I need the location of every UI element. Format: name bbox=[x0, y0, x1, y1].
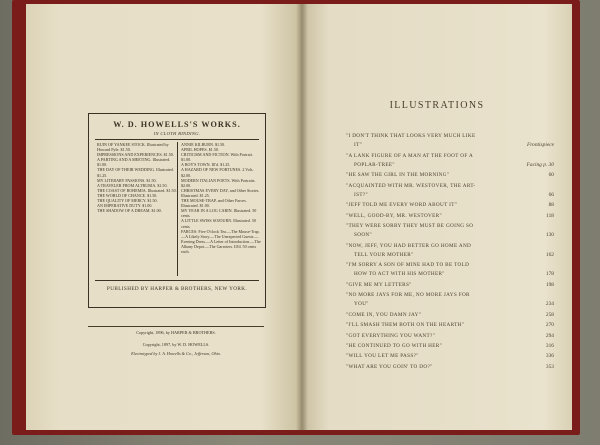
illustration-caption-continued: YOU" bbox=[354, 301, 369, 308]
imprint-rule bbox=[88, 326, 264, 327]
illustration-caption: "COME IN, YOU DAMN JAY" bbox=[346, 311, 422, 318]
illustration-caption: "I DON'T THINK THAT LOOKS VERY MUCH LIKE bbox=[346, 133, 476, 139]
illustration-caption: "GIVE ME MY LETTERS" bbox=[346, 281, 412, 288]
illustration-page-number: 234 bbox=[545, 301, 554, 308]
illustration-page-number: 66 bbox=[548, 191, 554, 198]
illustration-caption: "JEFF TOLD ME EVERY WORD ABOUT IT" bbox=[346, 202, 458, 209]
illustration-caption: "ACQUAINTED WITH MR. WESTOVER, THE ART- bbox=[346, 182, 476, 189]
illustration-caption-continued: HOW TO ACT WITH HIS MOTHER" bbox=[354, 271, 445, 278]
illustration-caption: "NO MORE JAYS FOR ME, NO MORE JAYS FOR bbox=[346, 292, 470, 299]
illustration-page-number: 316 bbox=[545, 343, 554, 349]
illustrations-heading: ILLUSTRATIONS bbox=[389, 100, 485, 111]
ad-bottom-rule bbox=[95, 280, 259, 281]
illustration-caption: "GOT EVERYTHING YOU WANT?" bbox=[346, 332, 436, 339]
ad-column-two: ANNIE KILBURN. $1.50. APRIL HOPES. $1.50. CRITICISM AND FICTION. With Portrait. $1.00. A BOY'S TOWN. Ill'd. $1.25. A HAZARD OF NEW FORTUNES. 2 Vols. $2.00. MODERN ITALIAN POETS. With Portraits. $2.00. CHRISTMAS EVERY DAY, and Other Stories. Illustrated. $1.25. THE MOUSE-TRAP, and Other Farces. Illustrated. $1.00. MY YEAR IN A LOG CABIN. Illustrated. 50 cents. A LITTLE SWISS SOJOURN. Illustrated. 50 cents. FARCES: Five O'clock Tea.—The Mouse-Trap.—A Likely Story.—The Unexpected Guests.—Evening Dress.—A Letter of Introduction.—The Albany Depot.—The Garroters. Ill'd. 50 cents each. bbox=[181, 142, 261, 254]
illustration-caption: "HE SAW THE GIRL IN THE MORNING" bbox=[346, 172, 450, 179]
illustration-caption: "WILL YOU LET ME PASS?" bbox=[346, 353, 419, 360]
illustration-page-number: 88 bbox=[548, 202, 554, 209]
ad-subtitle: IN CLOTH BINDING. bbox=[153, 131, 201, 136]
illustration-page-number: 162 bbox=[545, 251, 554, 258]
illustration-page-number: 60 bbox=[548, 172, 554, 179]
illustration-page-number: Frontispiece bbox=[526, 142, 554, 149]
illustration-caption-continued: IST?" bbox=[354, 191, 368, 198]
illustration-caption: "WELL, GOOD-BY, MR. WESTOVER" bbox=[346, 212, 442, 219]
illustration-page-number: 270 bbox=[545, 322, 554, 329]
illustration-page-number: 294 bbox=[545, 332, 554, 339]
illustration-page-number: 178 bbox=[545, 271, 554, 278]
copyright-line-1: Copyright, 1896, by HARPER & BROTHERS. bbox=[136, 330, 216, 335]
ad-publisher: PUBLISHED BY HARPER & BROTHERS, NEW YORK. bbox=[106, 286, 248, 292]
ad-top-rule bbox=[95, 139, 259, 140]
illustration-caption: "A LANK FIGURE OF A MAN AT THE FOOT OF A bbox=[346, 152, 474, 159]
illustration-caption: "THEY WERE SORRY THEY MUST BE GOING SO bbox=[346, 223, 474, 229]
illustration-page-number: 130 bbox=[545, 232, 554, 239]
illustration-caption: "HE CONTINUED TO GO WITH HER" bbox=[346, 343, 443, 349]
illustration-caption-continued: SOON" bbox=[354, 232, 372, 239]
illustration-page-number: 118 bbox=[546, 212, 554, 219]
ad-column-one: RUIN OF YANKEE STOCK. Illustrated by Howard Pyle. $1.50. IMPRESSIONS AND EXPERIENCES. $1.50. A PARTING AND A MEETING. Illustrated. $1.00. THE DAY OF THEIR WEDDING. Illustrated. $1.25. MY LITERARY PASSIONS. $1.50. A TRAVELER FROM ALTRURIA. $1.50. THE COAST OF BOHEMIA. Illustrated. $1.50. THE WORLD OF CHANCE. $1.50. THE QUALITY OF MERCY. $1.50. AN IMPERATIVE DUTY. $1.00. THE SHADOW OF A DREAM. $1.00. bbox=[97, 142, 177, 214]
electrotyped-line: Electrotyped by J. A. Howells & Co., Jefferson, Ohio. bbox=[131, 351, 221, 356]
illustration-caption: "I'LL SMASH THEM BOTH ON THE HEARTH" bbox=[346, 322, 465, 329]
illustration-caption: "NOW, JEFF, YOU HAD BETTER GO HOME AND bbox=[346, 242, 472, 249]
illustration-caption: "WHAT ARE YOU GOIN' TO DO?" bbox=[346, 363, 433, 370]
illustration-caption: "I'M SORRY A SON OF MINE HAD TO BE TOLD bbox=[346, 262, 470, 269]
illustration-page-number: 258 bbox=[545, 311, 554, 318]
illustration-caption-continued: IT" bbox=[354, 142, 363, 149]
illustration-page-number: Facing p. 30 bbox=[526, 161, 554, 168]
copyright-line-2: Copyright, 1897, by W. D. HOWELLS. bbox=[142, 342, 210, 347]
illustration-page-number: 353 bbox=[545, 363, 554, 370]
ad-column-divider bbox=[177, 142, 178, 276]
illustration-caption-continued: TELL YOUR MOTHER" bbox=[354, 251, 414, 258]
illustration-page-number: 336 bbox=[545, 353, 554, 360]
book-gutter bbox=[296, 4, 308, 430]
illustration-caption-continued: POPLAR-TREE" bbox=[354, 161, 395, 168]
ad-title: W. D. HOWELLS'S WORKS. bbox=[113, 120, 241, 129]
howells-works-ad bbox=[88, 113, 266, 308]
illustration-page-number: 198 bbox=[545, 281, 554, 288]
